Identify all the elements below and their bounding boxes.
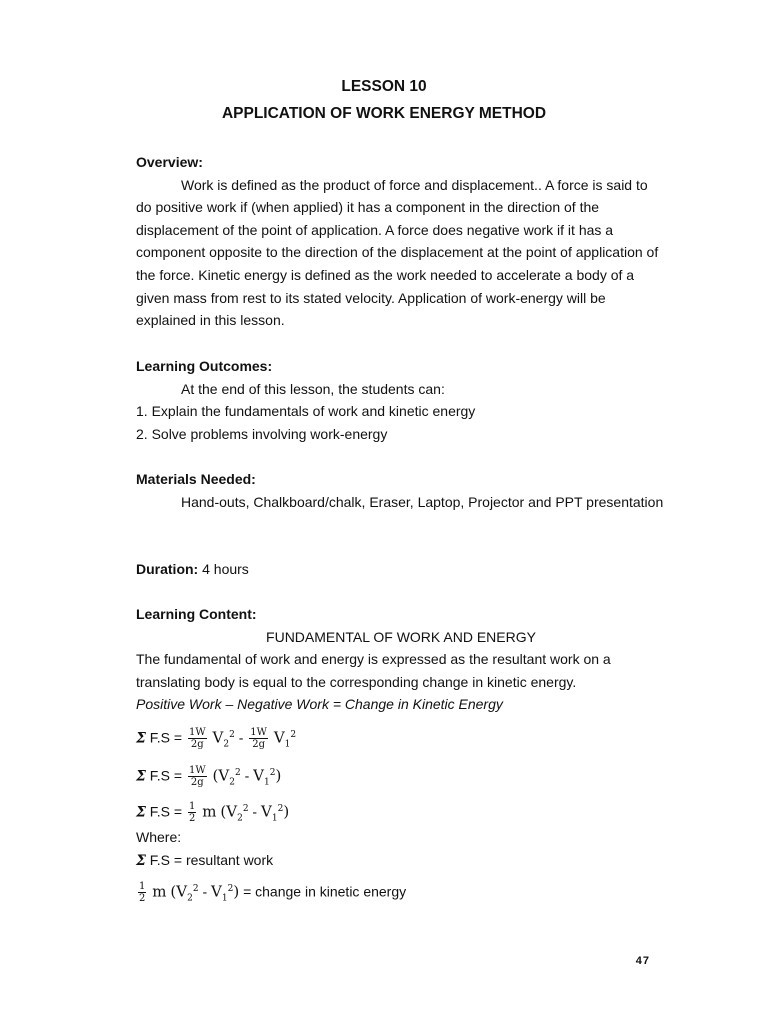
lesson-title: LESSON 10	[341, 78, 427, 95]
overview-section	[136, 151, 666, 332]
sigma-symbol: Σ	[136, 804, 146, 821]
learning-content-subheading: FUNDAMENTAL OF WORK AND ENERGY	[266, 628, 536, 645]
equation-lhs: F.S =	[145, 767, 186, 784]
equation-3: Σ F.S = $\frac{1}{2}$ m $(V_2^2 - V_1^2)$	[136, 801, 290, 825]
lesson-subtitle: APPLICATION OF WORK ENERGY METHOD	[221, 105, 547, 122]
where-section	[136, 826, 666, 872]
duration-label: Duration:	[136, 561, 199, 577]
equation-lhs: F.S =	[145, 803, 186, 820]
duration-value: 4 hours	[198, 561, 249, 577]
work-energy-statement: Positive Work – Negative Work = Change in Kinetic Energy	[136, 696, 503, 713]
where-def-kinetic-energy: $\frac{1}{2}$ m $(V_2^2 - V_1^2)$ = change in kinetic energy	[139, 881, 407, 905]
where-def-resultant-work: Σ F.S = resultant work	[136, 851, 274, 869]
learning-outcome-item: 1. Explain the fundamentals of work and kinetic energy	[136, 403, 476, 420]
materials-section	[136, 468, 666, 513]
equation-2: Σ F.S = $\frac{1W}{2g}$ $(V_2^2 - V_1^2)$	[136, 765, 282, 789]
learning-outcomes-section	[136, 355, 666, 445]
learning-outcomes-heading: Learning Outcomes:	[136, 358, 273, 374]
sigma-symbol: Σ	[136, 768, 146, 785]
learning-outcome-item: 2. Solve problems involving work-energy	[136, 425, 388, 442]
equation-lhs: F.S =	[145, 729, 186, 746]
learning-content-section	[136, 603, 666, 716]
where-label: Where:	[136, 829, 182, 845]
fraction-w-over-2g: $\frac{1W}{2g}$	[188, 727, 206, 751]
equation-1: Σ F.S = $\frac{1W}{2g}$ $V_2^2$ - $\frac{1W}{2g}$ $V_1^2$	[136, 727, 297, 751]
page-number: 47	[635, 955, 650, 967]
materials-heading: Materials Needed:	[136, 471, 256, 487]
fraction-one-half: $\frac{1}{2}$	[139, 881, 146, 905]
fraction-w-over-2g: $\frac{1W}{2g}$	[250, 727, 267, 751]
fraction-w-over-2g: $\frac{1W}{2g}$	[188, 765, 206, 789]
fraction-one-half: $\frac{1}{2}$	[188, 801, 196, 825]
overview-text: Work is defined as the product of force and displacement.. A force is said to do positive work if (when applied) it has a component in the direction of the displacement of the point of application. A force does negative work if it has a component opposite to the direction of the displacement at the point of application of the force. Kinetic energy is defined as the work needed to accelerate a body of a given mass from rest to its stated velocity. Application of work-energy will be explained in this lesson.	[136, 176, 659, 329]
overview-heading: Overview:	[136, 154, 203, 170]
learning-content-text: The fundamental of work and energy is expressed as the resultant work on a translating body is equal to the corresponding change in kinetic energy.	[136, 651, 611, 690]
learning-outcomes-intro: At the end of this lesson, the students can:	[181, 380, 445, 397]
learning-content-heading: Learning Content:	[136, 606, 257, 622]
materials-text: Hand-outs, Chalkboard/chalk, Eraser, Laptop, Projector and PPT presentation	[181, 493, 664, 510]
sigma-symbol: Σ	[136, 730, 146, 747]
duration-line	[136, 558, 666, 581]
